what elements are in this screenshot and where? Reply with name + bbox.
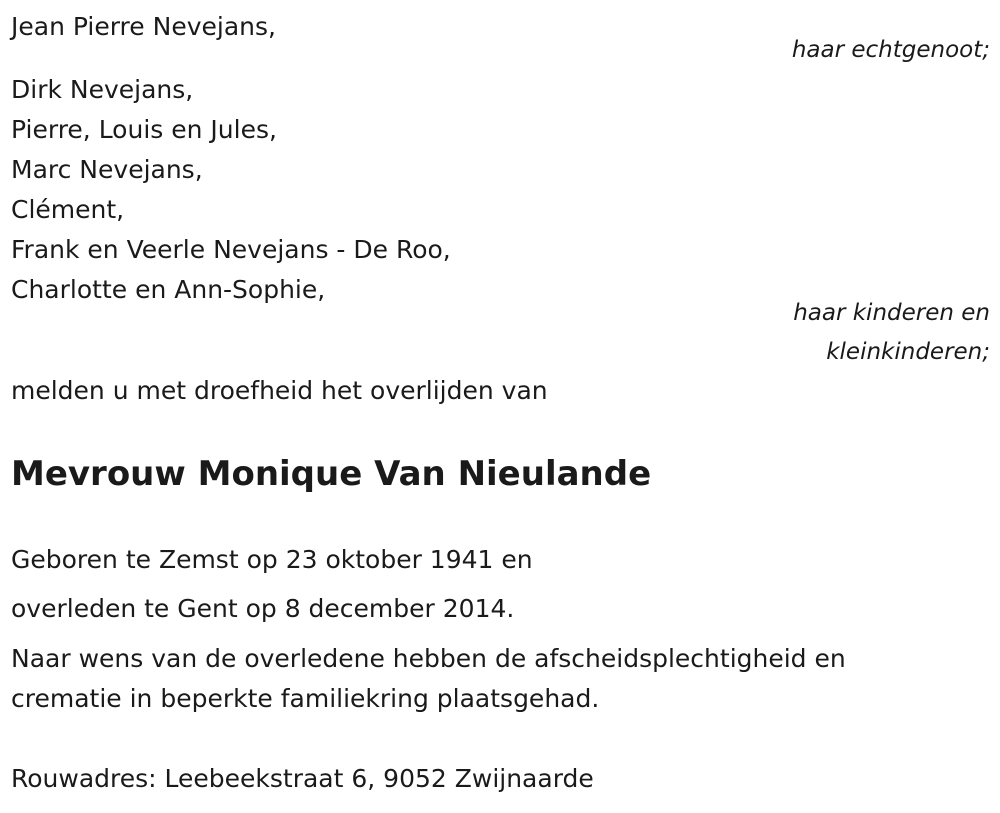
wish-line-1: Naar wens van de overledene hebben de afscheidsplechtigheid en <box>11 644 846 673</box>
child-line-6: Charlotte en Ann-Sophie, <box>11 275 326 304</box>
children-relation-line-2: kleinkinderen; <box>826 339 990 365</box>
spouse-relation: haar echtgenoot; <box>791 37 990 63</box>
deceased-name: Mevrouw Monique Van Nieulande <box>11 454 652 494</box>
spouse-name: Jean Pierre Nevejans, <box>11 12 276 41</box>
child-line-3: Marc Nevejans, <box>11 155 203 184</box>
child-line-1: Dirk Nevejans, <box>11 75 194 104</box>
children-relation-line-1: haar kinderen en <box>793 300 990 326</box>
announcement-text: melden u met droefheid het overlijden van <box>11 376 548 405</box>
death-line: overleden te Gent op 8 december 2014. <box>11 594 515 623</box>
child-line-2: Pierre, Louis en Jules, <box>11 115 277 144</box>
child-line-5: Frank en Veerle Nevejans - De Roo, <box>11 235 451 264</box>
birth-line: Geboren te Zemst op 23 oktober 1941 en <box>11 545 533 574</box>
wish-line-2: crematie in beperkte familiekring plaatsgehad. <box>11 684 600 713</box>
child-line-4: Clément, <box>11 195 125 224</box>
mourning-address: Rouwadres: Leebeekstraat 6, 9052 Zwijnaarde <box>11 764 594 793</box>
